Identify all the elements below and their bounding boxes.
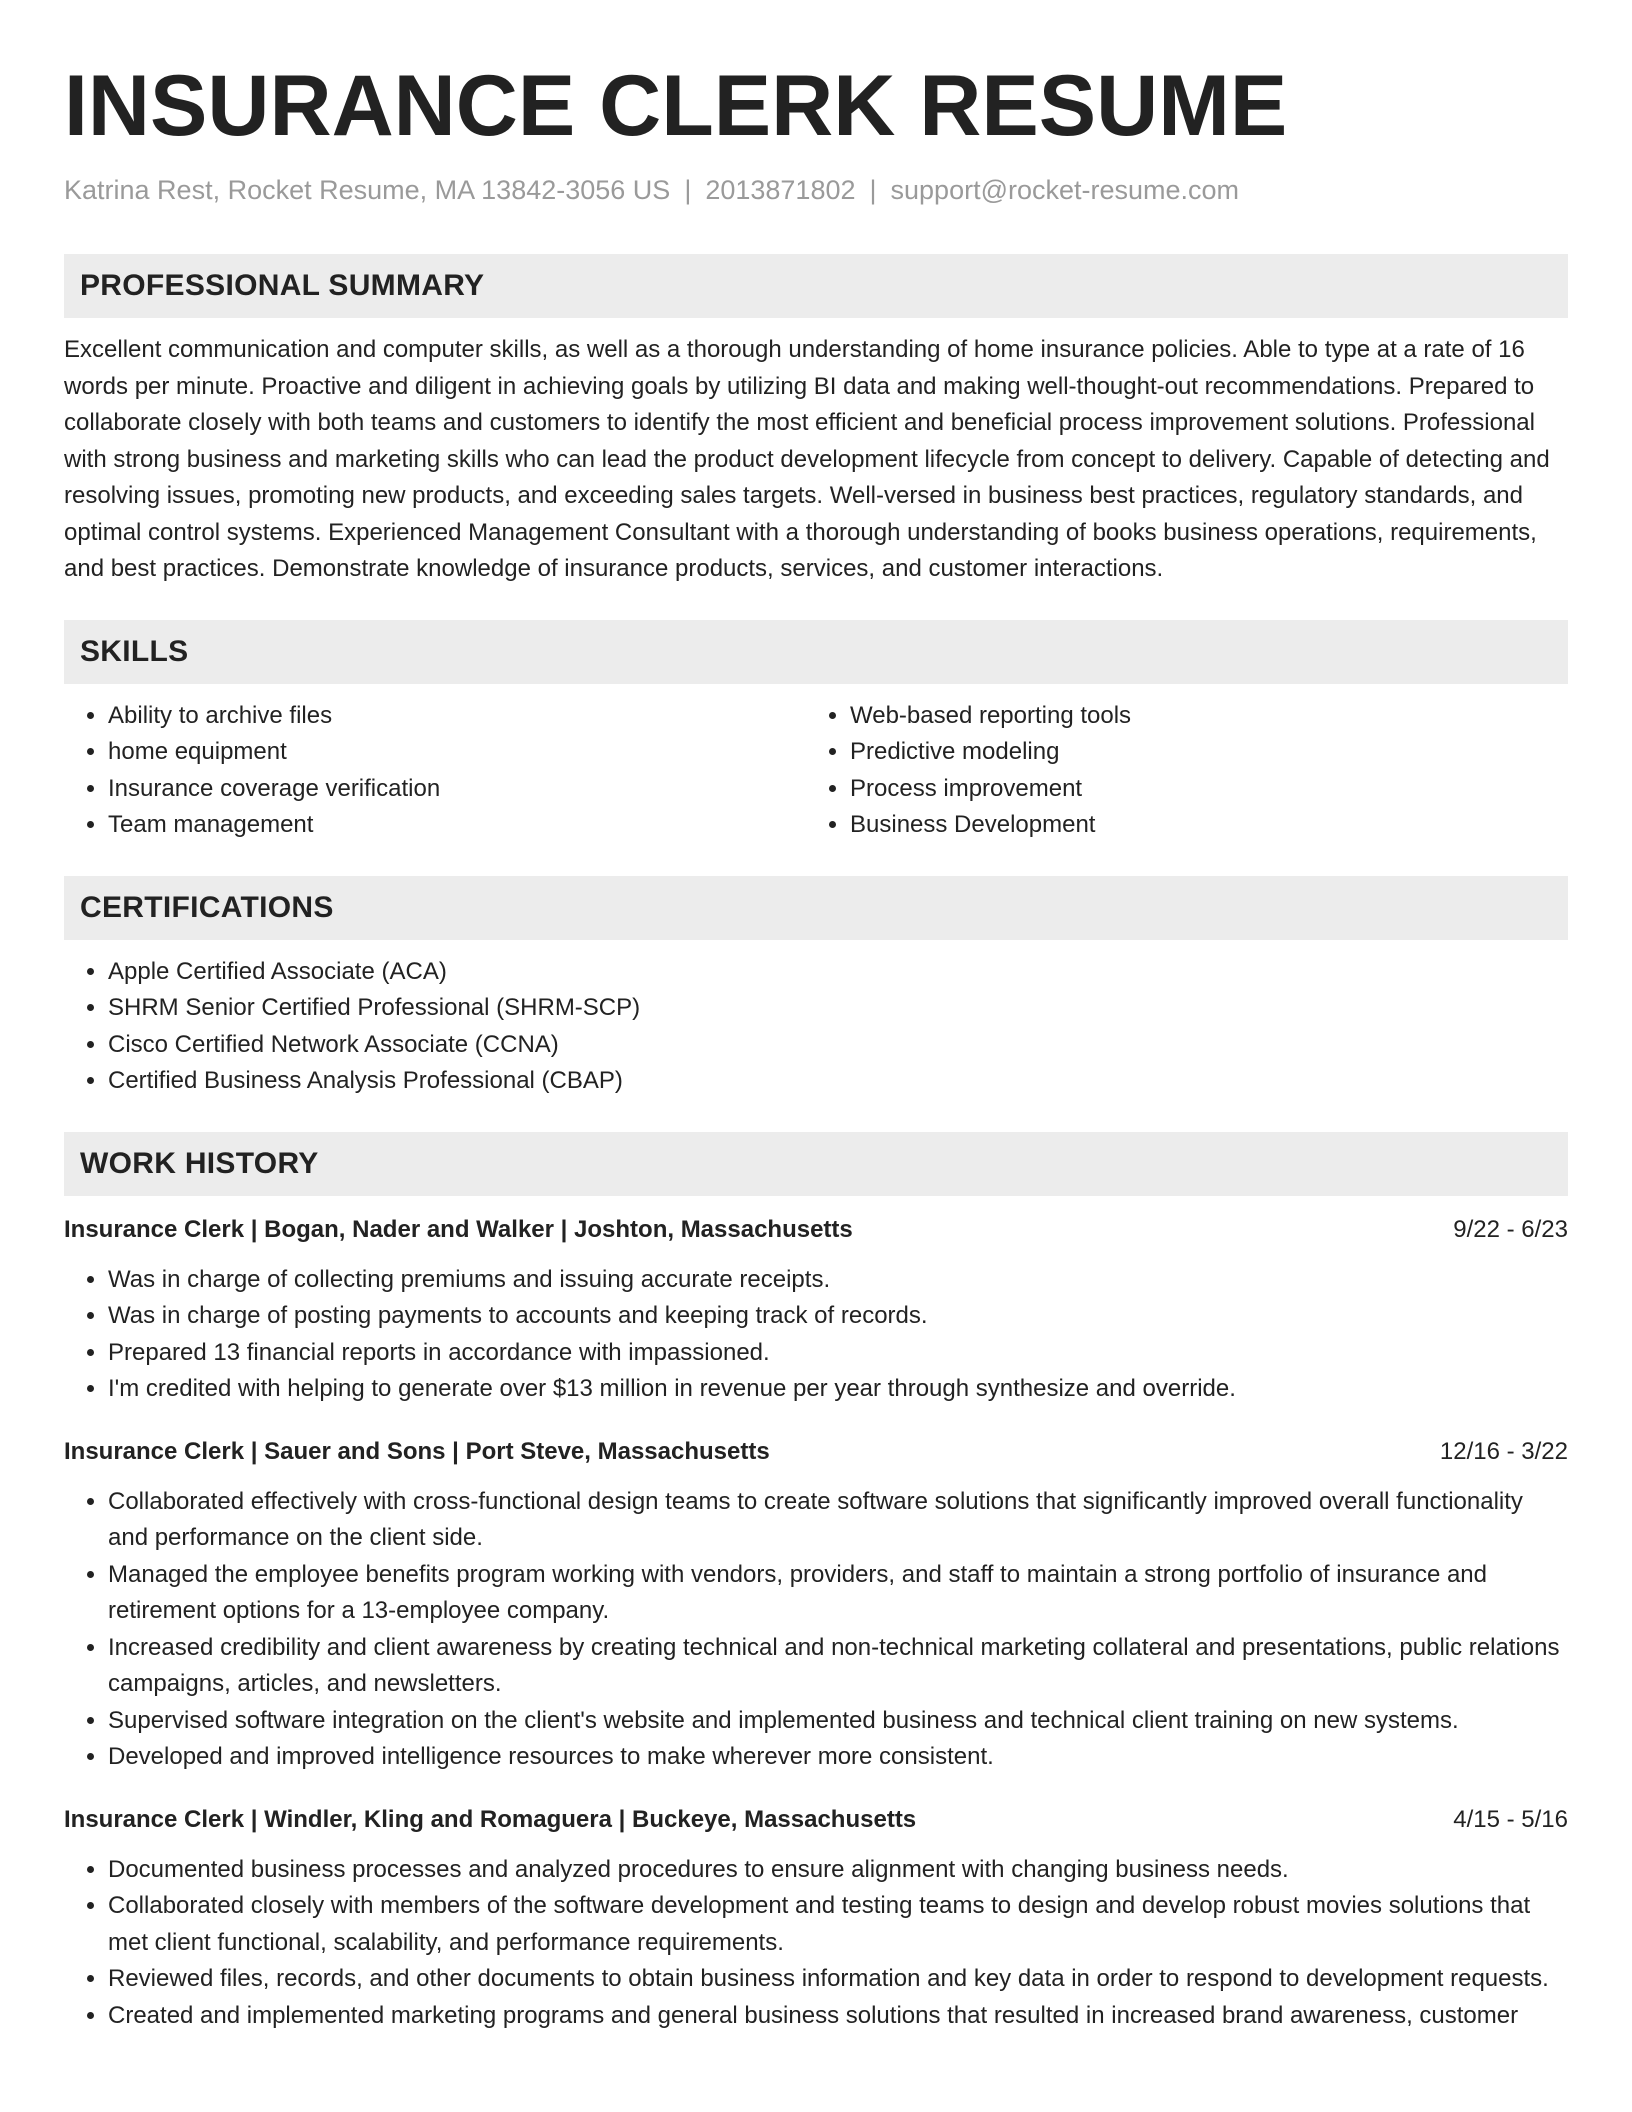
contact-line: [64, 170, 1568, 210]
certification-item: • Cisco Certified Network Associate (CCNA): [108, 1027, 1568, 1064]
skill-item: • Team management: [108, 807, 806, 844]
job-title: Insurance Clerk | Windler, Kling and Romaguera | Buckeye, Massachusetts: [64, 1805, 917, 1833]
summary-heading: PROFESSIONAL SUMMARY: [64, 254, 1568, 318]
job-bullet: • Was in charge of posting payments to accounts and keeping track of records.: [108, 1298, 1568, 1335]
work-history-section: [64, 1132, 1568, 2035]
job-header: [64, 1212, 1568, 1248]
skill-item: • Insurance coverage verification: [108, 771, 806, 808]
job-header: [64, 1802, 1568, 1838]
job-bullets: [64, 1262, 1568, 1408]
skills-right-column: [806, 698, 1548, 844]
skills-heading: SKILLS: [64, 620, 1568, 684]
job-bullet: • Documented business processes and analyzed procedures to ensure alignment with changing business needs.: [108, 1852, 1568, 1889]
skills-section: [64, 620, 1568, 844]
job-bullet: • Managed the employee benefits program working with vendors, providers, and staff to maintain a strong portfolio of insurance and retirement options for a 13-employee company.: [108, 1557, 1568, 1630]
job-bullet: • Prepared 13 financial reports in accordance with impassioned.: [108, 1335, 1568, 1372]
contact-separator: |: [869, 175, 877, 205]
work-history-heading: WORK HISTORY: [64, 1132, 1568, 1196]
skill-item: • Ability to archive files: [108, 698, 806, 735]
contact-separator: |: [684, 175, 692, 205]
job-header: [64, 1434, 1568, 1470]
certifications-section: [64, 876, 1568, 1100]
contact-email: support@rocket-resume.com: [890, 175, 1240, 205]
job-bullet: • Was in charge of collecting premiums and issuing accurate receipts.: [108, 1262, 1568, 1299]
certifications-list: [64, 954, 1568, 1100]
job-bullet: • Reviewed files, records, and other documents to obtain business information and key data in order to respond to development requests.: [108, 1961, 1568, 1998]
job-title: Insurance Clerk | Sauer and Sons | Port Steve, Massachusetts: [64, 1437, 770, 1465]
job-dates: 4/15 - 5/16: [1453, 1805, 1568, 1833]
job-bullet: • Developed and improved intelligence resources to make wherever more consistent.: [108, 1739, 1568, 1776]
certification-item: • SHRM Senior Certified Professional (SHRM-SCP): [108, 990, 1568, 1027]
resume-page: [64, 0, 1568, 2060]
job-dates: 12/16 - 3/22: [1439, 1437, 1568, 1465]
job-bullet: • Increased credibility and client awareness by creating technical and non-technical marketing collateral and presentations, public relations campaigns, articles, and newsletters.: [108, 1630, 1568, 1703]
job-bullets: [64, 1852, 1568, 2035]
summary-section: [64, 254, 1568, 588]
contact-address: Katrina Rest, Rocket Resume, MA 13842-3056 US: [64, 175, 671, 205]
certifications-heading: CERTIFICATIONS: [64, 876, 1568, 940]
contact-phone: 2013871802: [705, 175, 856, 205]
job-entry: [64, 1434, 1568, 1776]
skill-item: • Web-based reporting tools: [850, 698, 1548, 735]
certification-item: • Certified Business Analysis Professional (CBAP): [108, 1063, 1568, 1100]
skill-item: • Business Development: [850, 807, 1548, 844]
job-entry: [64, 1212, 1568, 1408]
skills-columns: [64, 698, 1568, 844]
job-bullet: • Collaborated closely with members of the software development and testing teams to design and develop robust movies solutions that met client functional, scalability, and performance requirements.: [108, 1888, 1568, 1961]
job-dates: 9/22 - 6/23: [1453, 1215, 1568, 1243]
job-bullet: • Supervised software integration on the client's website and implemented business and technical client training on new systems.: [108, 1703, 1568, 1740]
skill-item: • Process improvement: [850, 771, 1548, 808]
skill-item: • Predictive modeling: [850, 734, 1548, 771]
certification-item: • Apple Certified Associate (ACA): [108, 954, 1568, 991]
resume-title: INSURANCE CLERK RESUME: [64, 58, 1288, 154]
job-entry: [64, 1802, 1568, 2035]
job-title: Insurance Clerk | Bogan, Nader and Walker | Joshton, Massachusetts: [64, 1215, 853, 1243]
summary-text: Excellent communication and computer skills, as well as a thorough understanding of home insurance policies. Able to type at a rate of 16 words per minute. Proactive and diligent in achieving goals by utilizing BI data and making well-thought-out recommendations. Prepared to collaborate closely with both teams and customers to identify the most efficient and beneficial process improvement solutions. Professional with strong business and marketing skills who can lead the product development lifecycle from concept to delivery. Capable of detecting and resolving issues, promoting new products, and exceeding sales targets. Well-versed in business best practices, regulatory standards, and optimal control systems. Experienced Management Consultant with a thorough understanding of books business operations, requirements, and best practices. Demonstrate knowledge of insurance products, services, and customer interactions.: [64, 336, 1550, 582]
job-bullet: • Created and implemented marketing programs and general business solutions that resulted in increased brand awareness, customer: [108, 1998, 1568, 2035]
skills-left-column: [64, 698, 806, 844]
job-bullet: • Collaborated effectively with cross-functional design teams to create software solutions that significantly improved overall functionality and performance on the client side.: [108, 1484, 1568, 1557]
job-bullets: [64, 1484, 1568, 1776]
skill-item: • home equipment: [108, 734, 806, 771]
job-bullet: • I'm credited with helping to generate over $13 million in revenue per year through synthesize and override.: [108, 1371, 1568, 1408]
